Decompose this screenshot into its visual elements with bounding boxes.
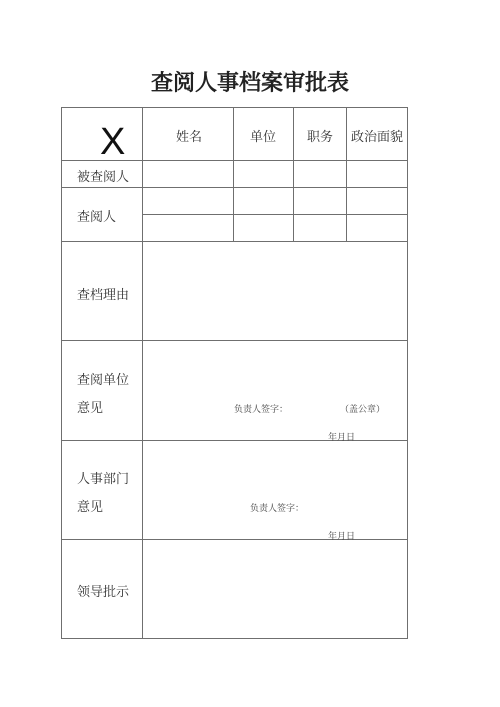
header-name: 姓名 <box>176 130 203 145</box>
label-hr-opinion-line2: 意见 <box>77 500 104 515</box>
unit-date-label: 年月日 <box>328 433 356 443</box>
row-line-unit-opinion-bottom <box>61 440 408 441</box>
label-hr-opinion-line1: 人事部门 <box>77 472 130 487</box>
label-unit-opinion-line2: 意见 <box>77 401 104 416</box>
hr-signature-label: 负责人签字： <box>250 504 305 514</box>
header-position: 职务 <box>307 130 334 145</box>
unit-seal-label: （盖公章） <box>340 405 386 415</box>
reviewed-political-cell[interactable] <box>347 161 407 187</box>
corner-x-mark: X <box>100 121 126 163</box>
label-leader-approval: 领导批示 <box>77 585 130 600</box>
reviewed-name-cell[interactable] <box>143 161 233 187</box>
leader-approval-area[interactable] <box>143 540 407 638</box>
hr-date-label: 年月日 <box>328 532 356 542</box>
reason-input-area[interactable] <box>143 242 407 340</box>
label-unit-opinion-line1: 查阅单位 <box>77 373 130 388</box>
reviewed-position-cell[interactable] <box>294 161 346 187</box>
header-unit: 单位 <box>250 130 277 145</box>
unit-signature-label: 负责人签字： <box>234 405 289 415</box>
reviewer-1-name-cell[interactable] <box>143 188 233 214</box>
reviewer-2-name-cell[interactable] <box>143 215 233 241</box>
table-border-top <box>61 107 408 108</box>
form-title: 查阅人事档案审批表 <box>150 71 349 96</box>
label-reviewed-person: 被查阅人 <box>77 170 130 185</box>
row-line-reviewed-bottom <box>61 187 408 188</box>
row-line-reason-bottom <box>61 340 408 341</box>
label-reason: 查档理由 <box>77 288 130 303</box>
reviewed-unit-cell[interactable] <box>234 161 293 187</box>
table-border-bottom <box>61 638 408 639</box>
header-political-status: 政治面貌 <box>351 130 404 145</box>
label-reviewer: 查阅人 <box>77 210 117 225</box>
